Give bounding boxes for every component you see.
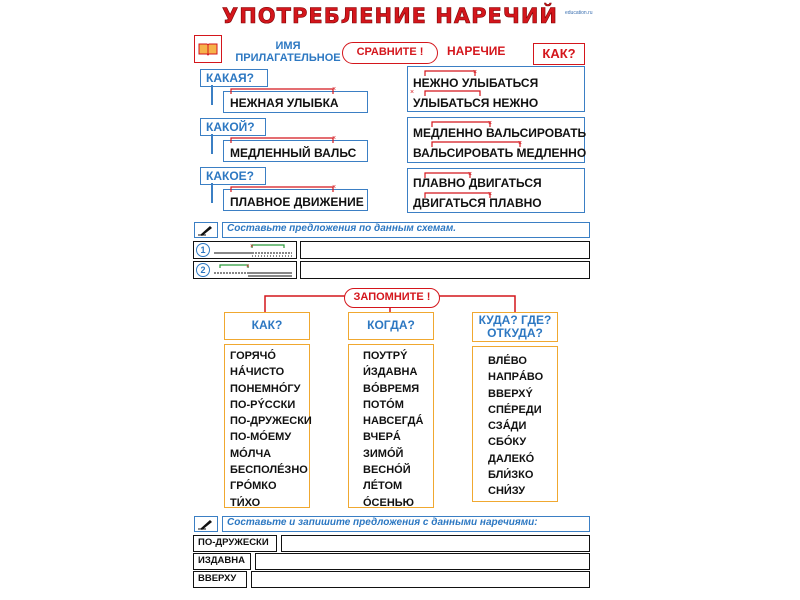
adverb-phrase: ДВИГАТЬСЯ ПЛАВНО	[413, 196, 542, 210]
list-item: ПОУТРÝ	[363, 350, 408, 362]
list-item: ПОТÓМ	[363, 398, 404, 411]
list-item: НÁЧИСТО	[230, 366, 285, 379]
adjective-phrase: МЕДЛЕННЫЙ ВАЛЬС	[230, 146, 357, 160]
adverb-phrase: УЛЫБАТЬСЯ НЕЖНО	[413, 96, 539, 110]
adverb-phrase: ПЛАВНО ДВИГАТЬСЯ	[413, 176, 542, 190]
adverb-word: ПО-ДРУЖЕСКИ	[193, 535, 277, 552]
site-label: education.ru	[565, 10, 593, 16]
phrase-scheme-arrow	[225, 184, 365, 194]
answer-line[interactable]	[300, 261, 590, 279]
list-item: ПО-МÓЕМУ	[230, 431, 292, 444]
list-item: БЕСПОЛÉЗНО	[230, 464, 308, 477]
list-item: НАПРÁВО	[488, 371, 544, 384]
adverb-phrase: МЕДЛЕННО ВАЛЬСИРОВАТЬ	[413, 126, 587, 140]
svg-text:×: ×	[488, 120, 493, 127]
list-item: СЗÁДИ	[488, 420, 527, 433]
answer-line[interactable]	[300, 241, 590, 259]
svg-text:×: ×	[468, 171, 473, 178]
list-item: ÓСЕНЬЮ	[363, 496, 415, 509]
svg-text:×: ×	[250, 244, 254, 250]
answer-line[interactable]	[251, 571, 590, 588]
list-item: СПЕ́РЕДИ	[488, 403, 542, 416]
list-item: СБÓКУ	[488, 436, 527, 449]
list-item: ВЕСНÓЙ	[363, 464, 411, 477]
list-item: ВЛЕ́ВО	[488, 355, 527, 367]
connector	[211, 134, 213, 154]
task-instruction: Составьте и запишите предложения с данными наречиями:	[227, 517, 538, 528]
column-header: КОГДА?	[348, 312, 434, 340]
phrase-scheme-arrow	[225, 135, 365, 145]
phrase-scheme-arrow	[225, 86, 365, 96]
list-item: ЗИМÓЙ	[363, 447, 404, 460]
connector	[211, 183, 213, 203]
list-item: НАВСЕГДÁ	[363, 415, 424, 428]
svg-text:×: ×	[332, 135, 337, 142]
task-instruction: Составьте предложения по данным схемам.	[227, 223, 457, 234]
adverb-word: ИЗДАВНА	[193, 553, 251, 570]
list-item: ЛÉТОМ	[363, 480, 403, 493]
list-item: ТИ́ХО	[230, 496, 261, 509]
pen-icon	[194, 516, 218, 532]
list-item: ВÓВРЕМЯ	[363, 382, 420, 395]
remember-label: ЗАПОМНИТЕ !	[344, 288, 440, 308]
svg-text:×: ×	[518, 140, 523, 147]
adverb-question: КАК?	[533, 43, 585, 65]
list-item: ПО-ДРУЖЕСКИ	[230, 415, 312, 428]
word-column	[224, 344, 310, 508]
svg-text:×: ×	[332, 86, 337, 93]
column-header: КАК?	[224, 312, 310, 340]
adjective-question: КАКАЯ?	[200, 69, 268, 87]
svg-text:×: ×	[332, 184, 337, 191]
list-item: ВЧЕРÁ	[363, 431, 401, 444]
column-header: КУДА? ГДЕ? ОТКУДА?	[472, 312, 558, 342]
compare-label: СРАВНИТЕ !	[342, 42, 438, 64]
svg-text:×: ×	[246, 264, 250, 270]
scheme-drawing	[212, 242, 294, 258]
answer-line[interactable]	[255, 553, 590, 570]
list-item: МÓЛЧА	[230, 447, 272, 460]
answer-line[interactable]	[281, 535, 590, 552]
adjective-question: КАКОЕ?	[200, 167, 266, 185]
list-item: ДАЛЕКÓ	[488, 452, 535, 465]
adverb-word: ВВЕРХУ	[193, 571, 247, 588]
adverb-phrase: ВАЛЬСИРОВАТЬ МЕДЛЕННО	[413, 146, 587, 160]
adjective-question: КАКОЙ?	[200, 118, 266, 136]
scheme-number: 1	[196, 243, 210, 257]
adjective-phrase: НЕЖНАЯ УЛЫБКА	[230, 96, 339, 110]
list-item: ПО-РÝССКИ	[230, 398, 296, 411]
list-item: СНИ́ЗУ	[488, 485, 526, 498]
adjective-phrase: ПЛАВНОЕ ДВИЖЕНИЕ	[230, 195, 364, 209]
pen-icon	[194, 222, 218, 238]
list-item: ГРÓМКО	[230, 480, 277, 493]
scheme-number: 2	[196, 263, 210, 277]
connector	[211, 85, 213, 105]
adjective-header: ИМЯ ПРИЛАГАТЕЛЬНОЕ	[235, 40, 341, 64]
list-item: ПОНЕМНÓГУ	[230, 382, 301, 395]
book-icon	[194, 35, 222, 63]
adverb-phrase: НЕЖНО УЛЫБАТЬСЯ	[413, 76, 539, 90]
list-item: БЛИ́ЗКО	[488, 469, 534, 482]
list-item: ГОРЯЧÓ	[230, 350, 276, 362]
word-column	[348, 344, 434, 508]
adverb-header: НАРЕЧИЕ	[447, 44, 506, 58]
list-item: ВВЕРХÝ	[488, 387, 533, 400]
svg-text:×: ×	[473, 69, 478, 76]
word-column	[472, 346, 558, 502]
page-title: УПОТРЕБЛЕНИЕ НАРЕЧИЙ	[222, 4, 558, 28]
list-item: И́ЗДАВНА	[363, 366, 418, 379]
svg-text:×: ×	[488, 191, 493, 198]
scheme-drawing	[212, 262, 294, 278]
svg-text:×: ×	[410, 89, 415, 96]
